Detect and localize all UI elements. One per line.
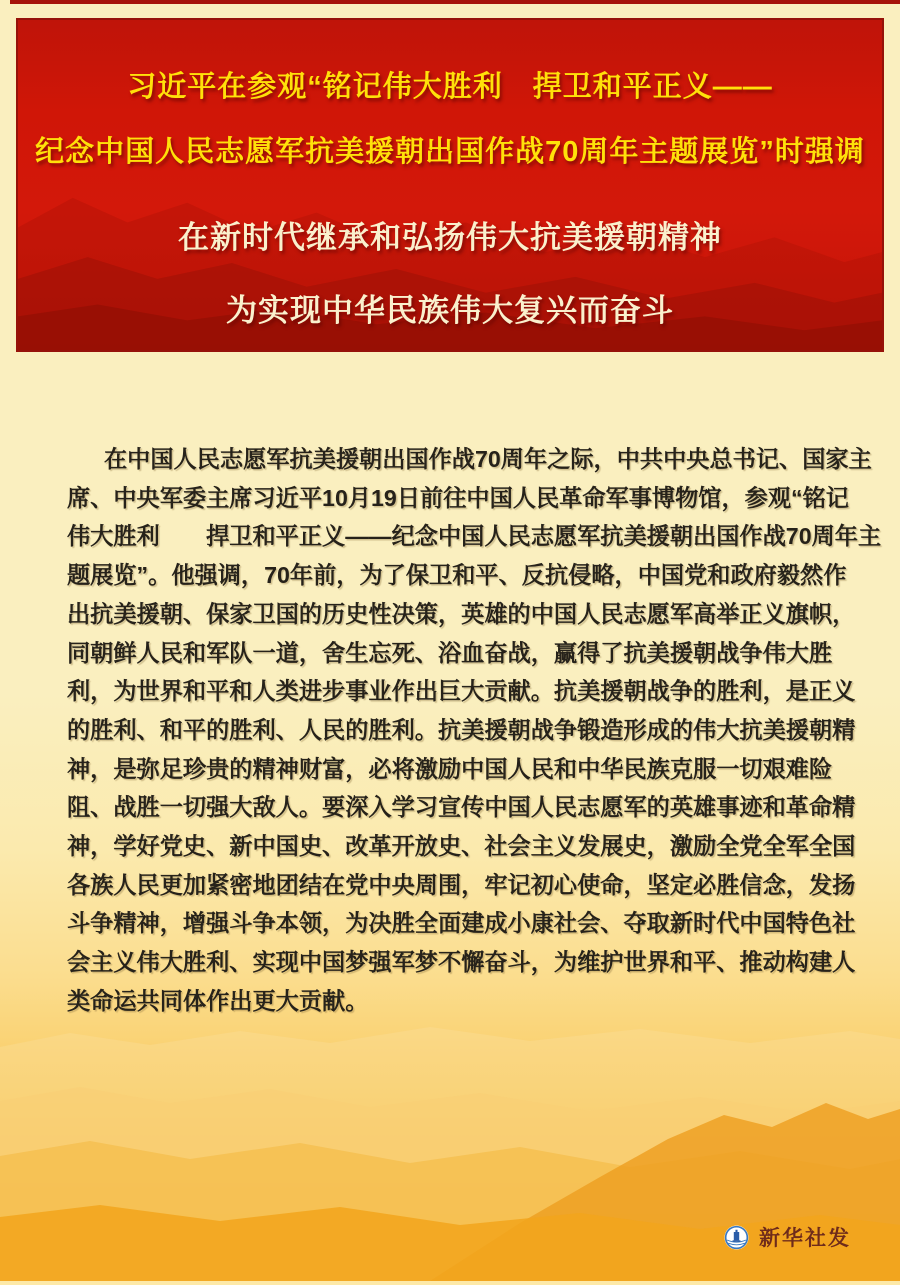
body-text-line: 神，学好党史、新中国史、改革开放史、社会主义发展史，激励全党全军全国 <box>67 833 856 860</box>
body-text-line: 伟大胜利 捍卫和平正义——纪念中国人民志愿军抗美援朝出国作战70周年主 <box>67 523 882 550</box>
body-text-line: 神，是弥足珍贵的精神财富，必将激励中国人民和中华民族克服一切艰难险 <box>67 755 833 782</box>
body-text-line: 席、中央军委主席习近平10月19日前往中国人民革命军事博物馆，参观“铭记 <box>67 484 849 511</box>
headline-line-1: 习近平在参观“铭记伟大胜利 捍卫和平正义—— <box>127 71 773 103</box>
headline-line-3: 在新时代继承和弘扬伟大抗美援朝精神 <box>178 220 722 255</box>
body-text-line: 利，为世界和平和人类进步事业作出巨大贡献。抗美援朝战争的胜利，是正义 <box>67 678 856 705</box>
body-text-line: 题展览”。他强调，70年前，为了保卫和平、反抗侵略，中国党和政府毅然作 <box>67 562 847 589</box>
headline-banner <box>16 18 884 352</box>
body-text-line: 的胜利、和平的胜利、人民的胜利。抗美援朝战争锻造形成的伟大抗美援朝精 <box>67 716 856 743</box>
body-text-line: 斗争精神，增强斗争本领，为决胜全面建成小康社会、夺取新时代中国特色社 <box>67 910 856 937</box>
body-text-line: 阻、战胜一切强大敌人。要深入学习宣传中国人民志愿军的英雄事迹和革命精 <box>67 794 856 821</box>
credit-label: 新华社发 <box>759 1227 851 1250</box>
headline-line-2: 纪念中国人民志愿军抗美援朝出国作战70周年主题展览”时强调 <box>35 136 865 168</box>
top-border <box>10 0 900 4</box>
body-text-line: 会主义伟大胜利、实现中国梦强军梦不懈奋斗，为维护世界和平、推动构建人 <box>67 949 856 976</box>
body-text-line: 在中国人民志愿军抗美援朝出国作战70周年之际，中共中央总书记、国家主 <box>104 446 872 472</box>
xinhua-logo-icon <box>724 1225 749 1250</box>
body-text-line: 同朝鲜人民和军队一道，舍生忘死、浴血奋战，赢得了抗美援朝战争伟大胜 <box>67 639 833 666</box>
credit <box>724 1222 851 1252</box>
article-body <box>67 440 882 1021</box>
headline-line-4: 为实现中华民族伟大复兴而奋斗 <box>226 293 674 328</box>
bottom-border <box>0 1281 900 1285</box>
body-text-line: 类命运共同体作出更大贡献。 <box>67 987 369 1014</box>
body-text-line: 各族人民更加紧密地团结在党中央周围，牢记初心使命，坚定必胜信念，发扬 <box>67 871 856 898</box>
body-text-line: 出抗美援朝、保家卫国的历史性决策，英雄的中国人民志愿军高举正义旗帜， <box>67 600 856 627</box>
